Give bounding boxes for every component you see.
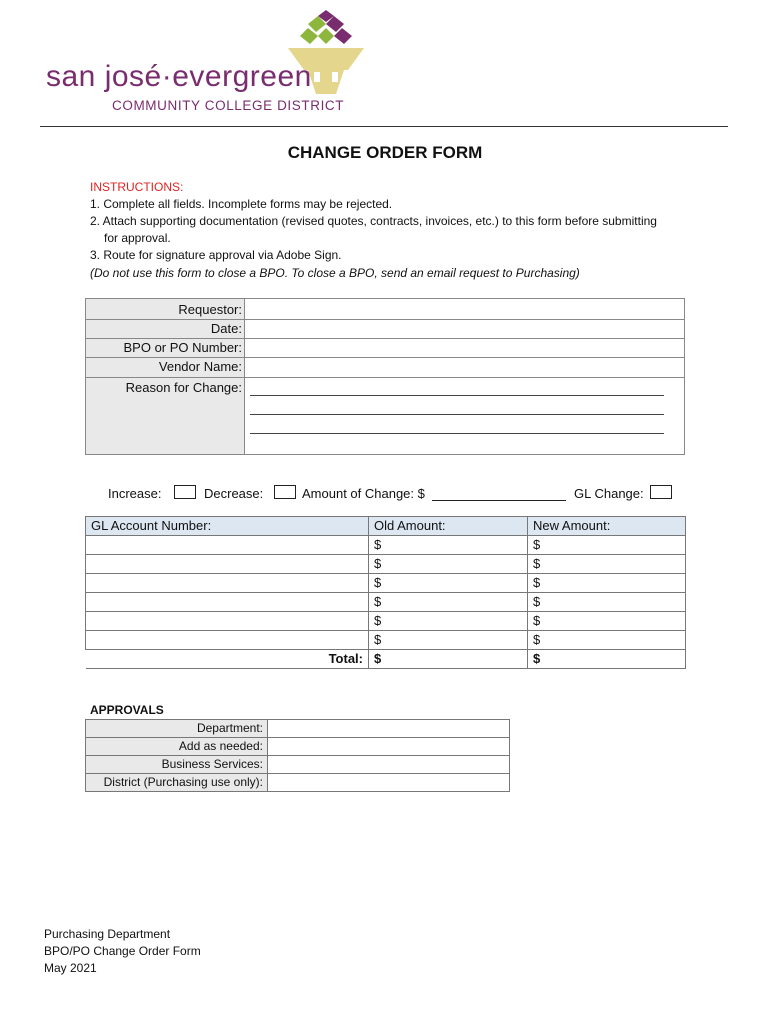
gl-change-label: GL Change: bbox=[574, 486, 644, 501]
approval-row bbox=[86, 756, 510, 774]
org-subtitle: COMMUNITY COLLEGE DISTRICT bbox=[112, 98, 345, 113]
gl-table-row bbox=[86, 574, 686, 593]
total-label: Total: bbox=[86, 650, 369, 669]
footer-form-name: BPO/PO Change Order Form bbox=[44, 944, 201, 958]
po-number-row bbox=[86, 338, 684, 358]
approval-signature-field[interactable] bbox=[268, 756, 510, 774]
approval-signature-field[interactable] bbox=[268, 720, 510, 738]
reason-line[interactable] bbox=[250, 433, 664, 434]
requestor-section bbox=[85, 298, 685, 455]
new-amount-cell[interactable]: $ bbox=[528, 574, 686, 593]
vendor-field[interactable] bbox=[248, 358, 682, 377]
gl-table-body bbox=[86, 517, 686, 669]
gl-account-cell[interactable] bbox=[86, 555, 369, 574]
form-title: CHANGE ORDER FORM bbox=[287, 143, 483, 162]
decrease-checkbox[interactable] bbox=[274, 485, 296, 499]
gl-table-row bbox=[86, 536, 686, 555]
reason-line[interactable] bbox=[250, 395, 664, 396]
gl-account-cell[interactable] bbox=[86, 574, 369, 593]
date-field[interactable] bbox=[248, 320, 682, 339]
old-amount-cell[interactable]: $ bbox=[369, 536, 528, 555]
gl-account-cell[interactable] bbox=[86, 536, 369, 555]
approvals-table bbox=[85, 719, 510, 792]
approval-row bbox=[86, 738, 510, 756]
new-amount-cell[interactable]: $ bbox=[528, 555, 686, 574]
gl-account-cell[interactable] bbox=[86, 612, 369, 631]
new-amount-header: New Amount: bbox=[528, 517, 686, 536]
instruction-item: 2. Attach supporting documentation (revised quotes, contracts, invoices, etc.) to this form before submitting bbox=[90, 214, 657, 228]
old-amount-cell[interactable]: $ bbox=[369, 574, 528, 593]
gl-table-row bbox=[86, 631, 686, 650]
instructions-heading: INSTRUCTIONS: bbox=[90, 180, 184, 194]
reason-line[interactable] bbox=[250, 414, 664, 415]
approval-signature-field[interactable] bbox=[268, 774, 510, 792]
po-number-field[interactable] bbox=[248, 339, 682, 358]
new-amount-cell[interactable]: $ bbox=[528, 631, 686, 650]
approval-row bbox=[86, 720, 510, 738]
old-amount-cell[interactable]: $ bbox=[369, 593, 528, 612]
approval-row bbox=[86, 774, 510, 792]
old-amount-cell[interactable]: $ bbox=[369, 612, 528, 631]
gl-table-row bbox=[86, 593, 686, 612]
new-amount-cell[interactable]: $ bbox=[528, 536, 686, 555]
gl-table-row bbox=[86, 612, 686, 631]
gl-table-row bbox=[86, 555, 686, 574]
requestor-label: Requestor: bbox=[178, 302, 242, 317]
instruction-item: 1. Complete all fields. Incomplete forms may be rejected. bbox=[90, 197, 393, 211]
increase-label: Increase: bbox=[108, 486, 162, 501]
gl-account-cell[interactable] bbox=[86, 593, 369, 612]
vendor-label: Vendor Name: bbox=[158, 359, 242, 374]
gl-account-header: GL Account Number: bbox=[86, 517, 369, 536]
requestor-row bbox=[86, 299, 684, 320]
po-number-label: BPO or PO Number: bbox=[123, 340, 242, 355]
old-amount-cell[interactable]: $ bbox=[369, 631, 528, 650]
old-amount-header: Old Amount: bbox=[369, 517, 528, 536]
decrease-label: Decrease: bbox=[204, 486, 264, 501]
reason-row bbox=[86, 377, 684, 454]
instruction-note: (Do not use this form to close a BPO. To close a BPO, send an email request to Purchasing) bbox=[90, 266, 580, 280]
approval-label: Add as needed: bbox=[86, 738, 268, 756]
amount-of-change-field[interactable] bbox=[432, 500, 566, 501]
approval-signature-field[interactable] bbox=[268, 738, 510, 756]
footer-date: May 2021 bbox=[44, 961, 97, 975]
new-amount-cell[interactable]: $ bbox=[528, 593, 686, 612]
approvals-title: APPROVALS bbox=[90, 703, 164, 717]
gl-table-header-row bbox=[86, 517, 686, 536]
header-divider bbox=[40, 126, 728, 127]
requestor-field[interactable] bbox=[248, 300, 682, 319]
gl-account-table bbox=[85, 516, 686, 669]
date-row bbox=[86, 319, 684, 339]
old-amount-total-cell[interactable]: $ bbox=[369, 650, 528, 669]
approval-label: Department: bbox=[86, 720, 268, 738]
instruction-item-continued: for approval. bbox=[104, 231, 171, 245]
gl-account-cell[interactable] bbox=[86, 631, 369, 650]
footer-department: Purchasing Department bbox=[44, 927, 171, 941]
vendor-row bbox=[86, 357, 684, 378]
new-amount-total-cell[interactable]: $ bbox=[528, 650, 686, 669]
old-amount-cell[interactable]: $ bbox=[369, 555, 528, 574]
increase-checkbox[interactable] bbox=[174, 485, 196, 499]
new-amount-cell[interactable]: $ bbox=[528, 612, 686, 631]
reason-label: Reason for Change: bbox=[125, 380, 242, 395]
approval-label: Business Services: bbox=[86, 756, 268, 774]
approvals-table-body bbox=[86, 720, 510, 792]
date-label: Date: bbox=[210, 321, 242, 336]
approval-label: District (Purchasing use only): bbox=[86, 774, 268, 792]
gl-total-row bbox=[86, 650, 686, 669]
org-name: san josé·evergreen bbox=[46, 60, 312, 93]
instruction-item: 3. Route for signature approval via Adobe Sign. bbox=[90, 248, 342, 262]
amount-of-change-label: Amount of Change: $ bbox=[302, 486, 425, 501]
gl-change-checkbox[interactable] bbox=[650, 485, 672, 499]
